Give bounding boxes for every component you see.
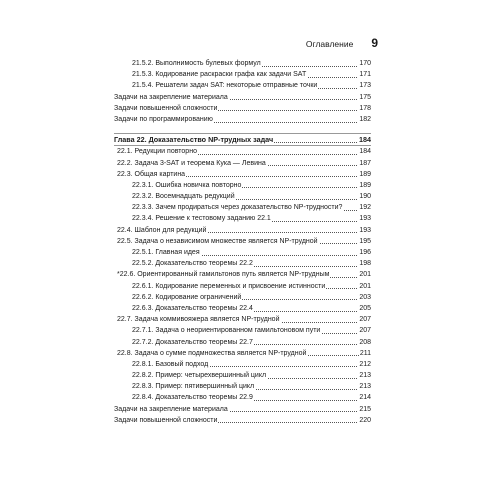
toc-entry: [114, 114, 371, 125]
toc-entry-label: 22.5. Задача о независимом множестве является NP-трудной: [117, 236, 319, 247]
toc-entry: [114, 337, 371, 348]
toc-entry: [114, 370, 371, 381]
toc-entry: [114, 191, 371, 202]
toc-entry: [114, 69, 371, 80]
toc-entry-label: 22.3. Общая картина: [117, 169, 186, 180]
toc-entry-page: 196: [358, 247, 371, 258]
toc-entry-label: Задачи по программированию: [114, 114, 214, 125]
toc-entry: [114, 169, 371, 180]
toc-entry: [114, 158, 371, 169]
toc-entry-label: Задачи повышенной сложности: [114, 103, 218, 114]
toc-entry-label: 22.6.1. Кодирование переменных и присвоение истинности: [132, 281, 326, 292]
toc-entry-page: 195: [358, 236, 371, 247]
toc-entry-page: 198: [358, 258, 371, 269]
toc-entry-page: 170: [358, 58, 371, 69]
toc-entry-label: 22.8. Задача о сумме подмножества является NP-трудной: [117, 348, 307, 359]
running-header-title: Оглавление: [305, 39, 354, 49]
toc-entry-page: 178: [358, 103, 371, 114]
toc-entry-page: 211: [359, 348, 371, 359]
toc-entry-label: 22.5.2. Доказательство теоремы 22.2: [132, 258, 254, 269]
toc-entry-page: 182: [358, 114, 371, 125]
toc-entry-page: 201: [358, 281, 371, 292]
toc-entry-page: 215: [358, 404, 371, 415]
toc-entry: [114, 325, 371, 336]
toc-entry-label: 22.6.3. Доказательство теоремы 22.4: [132, 303, 254, 314]
toc-entry: [114, 236, 371, 247]
toc-entry-label: 22.3.4. Решение к тестовому заданию 22.1: [132, 213, 272, 224]
toc-entry: [114, 314, 371, 325]
toc-entry: [114, 103, 371, 114]
toc-entry-label: 22.8.2. Пример: четырехвершинный цикл: [132, 370, 267, 381]
toc-entry-page: 193: [358, 213, 371, 224]
toc-entry-page: 187: [358, 158, 371, 169]
toc-entry-label: 22.7.1. Задача о неориентированном гамильтоновом пути: [132, 325, 321, 336]
toc-chapter-page: 184: [359, 135, 371, 145]
toc-section-21: [114, 58, 371, 125]
toc-entry-page: 189: [358, 180, 371, 191]
toc-entry: [114, 247, 371, 258]
toc-entry-page: 213: [358, 381, 371, 392]
toc-entry-page: 171: [358, 69, 371, 80]
toc-entry-page: 190: [358, 191, 371, 202]
toc-chapter-22: [114, 134, 371, 145]
toc-entry: [114, 58, 371, 69]
toc-entry-label: *22.6. Ориентированный гамильтонов путь является NP-трудным: [117, 269, 330, 280]
toc-entry-page: 173: [358, 80, 371, 91]
toc-entry: [114, 146, 371, 157]
toc-entry-label: 22.3.3. Зачем продираться через доказательство NP-трудности?: [132, 202, 343, 213]
toc-entry: [114, 415, 371, 426]
page-number: 9: [371, 36, 378, 50]
toc-entry-label: 22.8.4. Доказательство теоремы 22.9: [132, 392, 254, 403]
toc-entry-label: 22.5.1. Главная идея: [132, 247, 201, 258]
toc-entry-label: 22.3.1. Ошибка новичка повторно: [132, 180, 242, 191]
toc-entry: [114, 281, 371, 292]
toc-entry: [114, 92, 371, 103]
toc-entry-label: Задачи на закрепление материала: [114, 404, 229, 415]
toc-entry: [114, 292, 371, 303]
toc-entry: [114, 213, 371, 224]
toc-entry-label: 22.8.1. Базовый подход: [132, 359, 209, 370]
toc-entry-page: 175: [358, 92, 371, 103]
toc-entry: [114, 80, 371, 91]
toc-entry-label: 21.5.4. Решатели задач SAT: некоторые отправные точки: [132, 80, 318, 91]
toc-entry-label: Задачи повышенной сложности: [114, 415, 218, 426]
toc-entry: [114, 269, 371, 280]
toc-entry-page: 205: [358, 303, 371, 314]
toc-entry-page: 207: [358, 314, 371, 325]
toc-entry-label: 22.4. Шаблон для редукций: [117, 225, 207, 236]
toc-entry: [114, 202, 371, 213]
toc-entry: [114, 359, 371, 370]
table-of-contents: [114, 58, 371, 426]
toc-entry-page: 208: [358, 337, 371, 348]
toc-entry-page: 220: [358, 415, 371, 426]
toc-entry-page: 192: [358, 202, 371, 213]
toc-entry-page: 212: [358, 359, 371, 370]
toc-entry-page: 214: [358, 392, 371, 403]
toc-entry: [114, 225, 371, 236]
toc-entry-label: 21.5.3. Кодирование раскраски графа как задачи SAT: [132, 69, 307, 80]
toc-entry: [114, 258, 371, 269]
toc-entry: [114, 392, 371, 403]
running-header: [306, 36, 378, 50]
toc-entry-label: 22.7.2. Доказательство теоремы 22.7: [132, 337, 254, 348]
toc-entry: [114, 348, 371, 359]
toc-entry-page: 207: [358, 325, 371, 336]
toc-entry-page: 189: [358, 169, 371, 180]
toc-entry-page: 203: [358, 292, 371, 303]
toc-entry-page: 184: [358, 146, 371, 157]
toc-entry-label: 22.2. Задача 3-SAT и теорема Кука — Левина: [117, 158, 267, 169]
toc-entry-label: Задачи на закрепление материала: [114, 92, 229, 103]
toc-entry-page: 201: [358, 269, 371, 280]
toc-entry-label: 22.7. Задача коммивояжера является NP-трудной: [117, 314, 281, 325]
toc-entry-page: 213: [358, 370, 371, 381]
toc-entry: [114, 303, 371, 314]
toc-entry-label: 22.1. Редукции повторно: [117, 146, 198, 157]
toc-entry-page: 193: [358, 225, 371, 236]
toc-entry: [114, 404, 371, 415]
toc-chapter-label: Глава 22. Доказательство NP-трудных задач: [114, 135, 274, 145]
toc-entry-label: 22.8.3. Пример: пятивершинный цикл: [132, 381, 255, 392]
toc-entry: [114, 381, 371, 392]
toc-section-22: [114, 146, 371, 426]
toc-entry-label: 22.6.2. Кодирование ограничений: [132, 292, 242, 303]
toc-entry-label: 22.3.2. Восемнадцать редукций: [132, 191, 236, 202]
toc-entry: [114, 180, 371, 191]
toc-entry-label: 21.5.2. Выполнимость булевых формул: [132, 58, 262, 69]
